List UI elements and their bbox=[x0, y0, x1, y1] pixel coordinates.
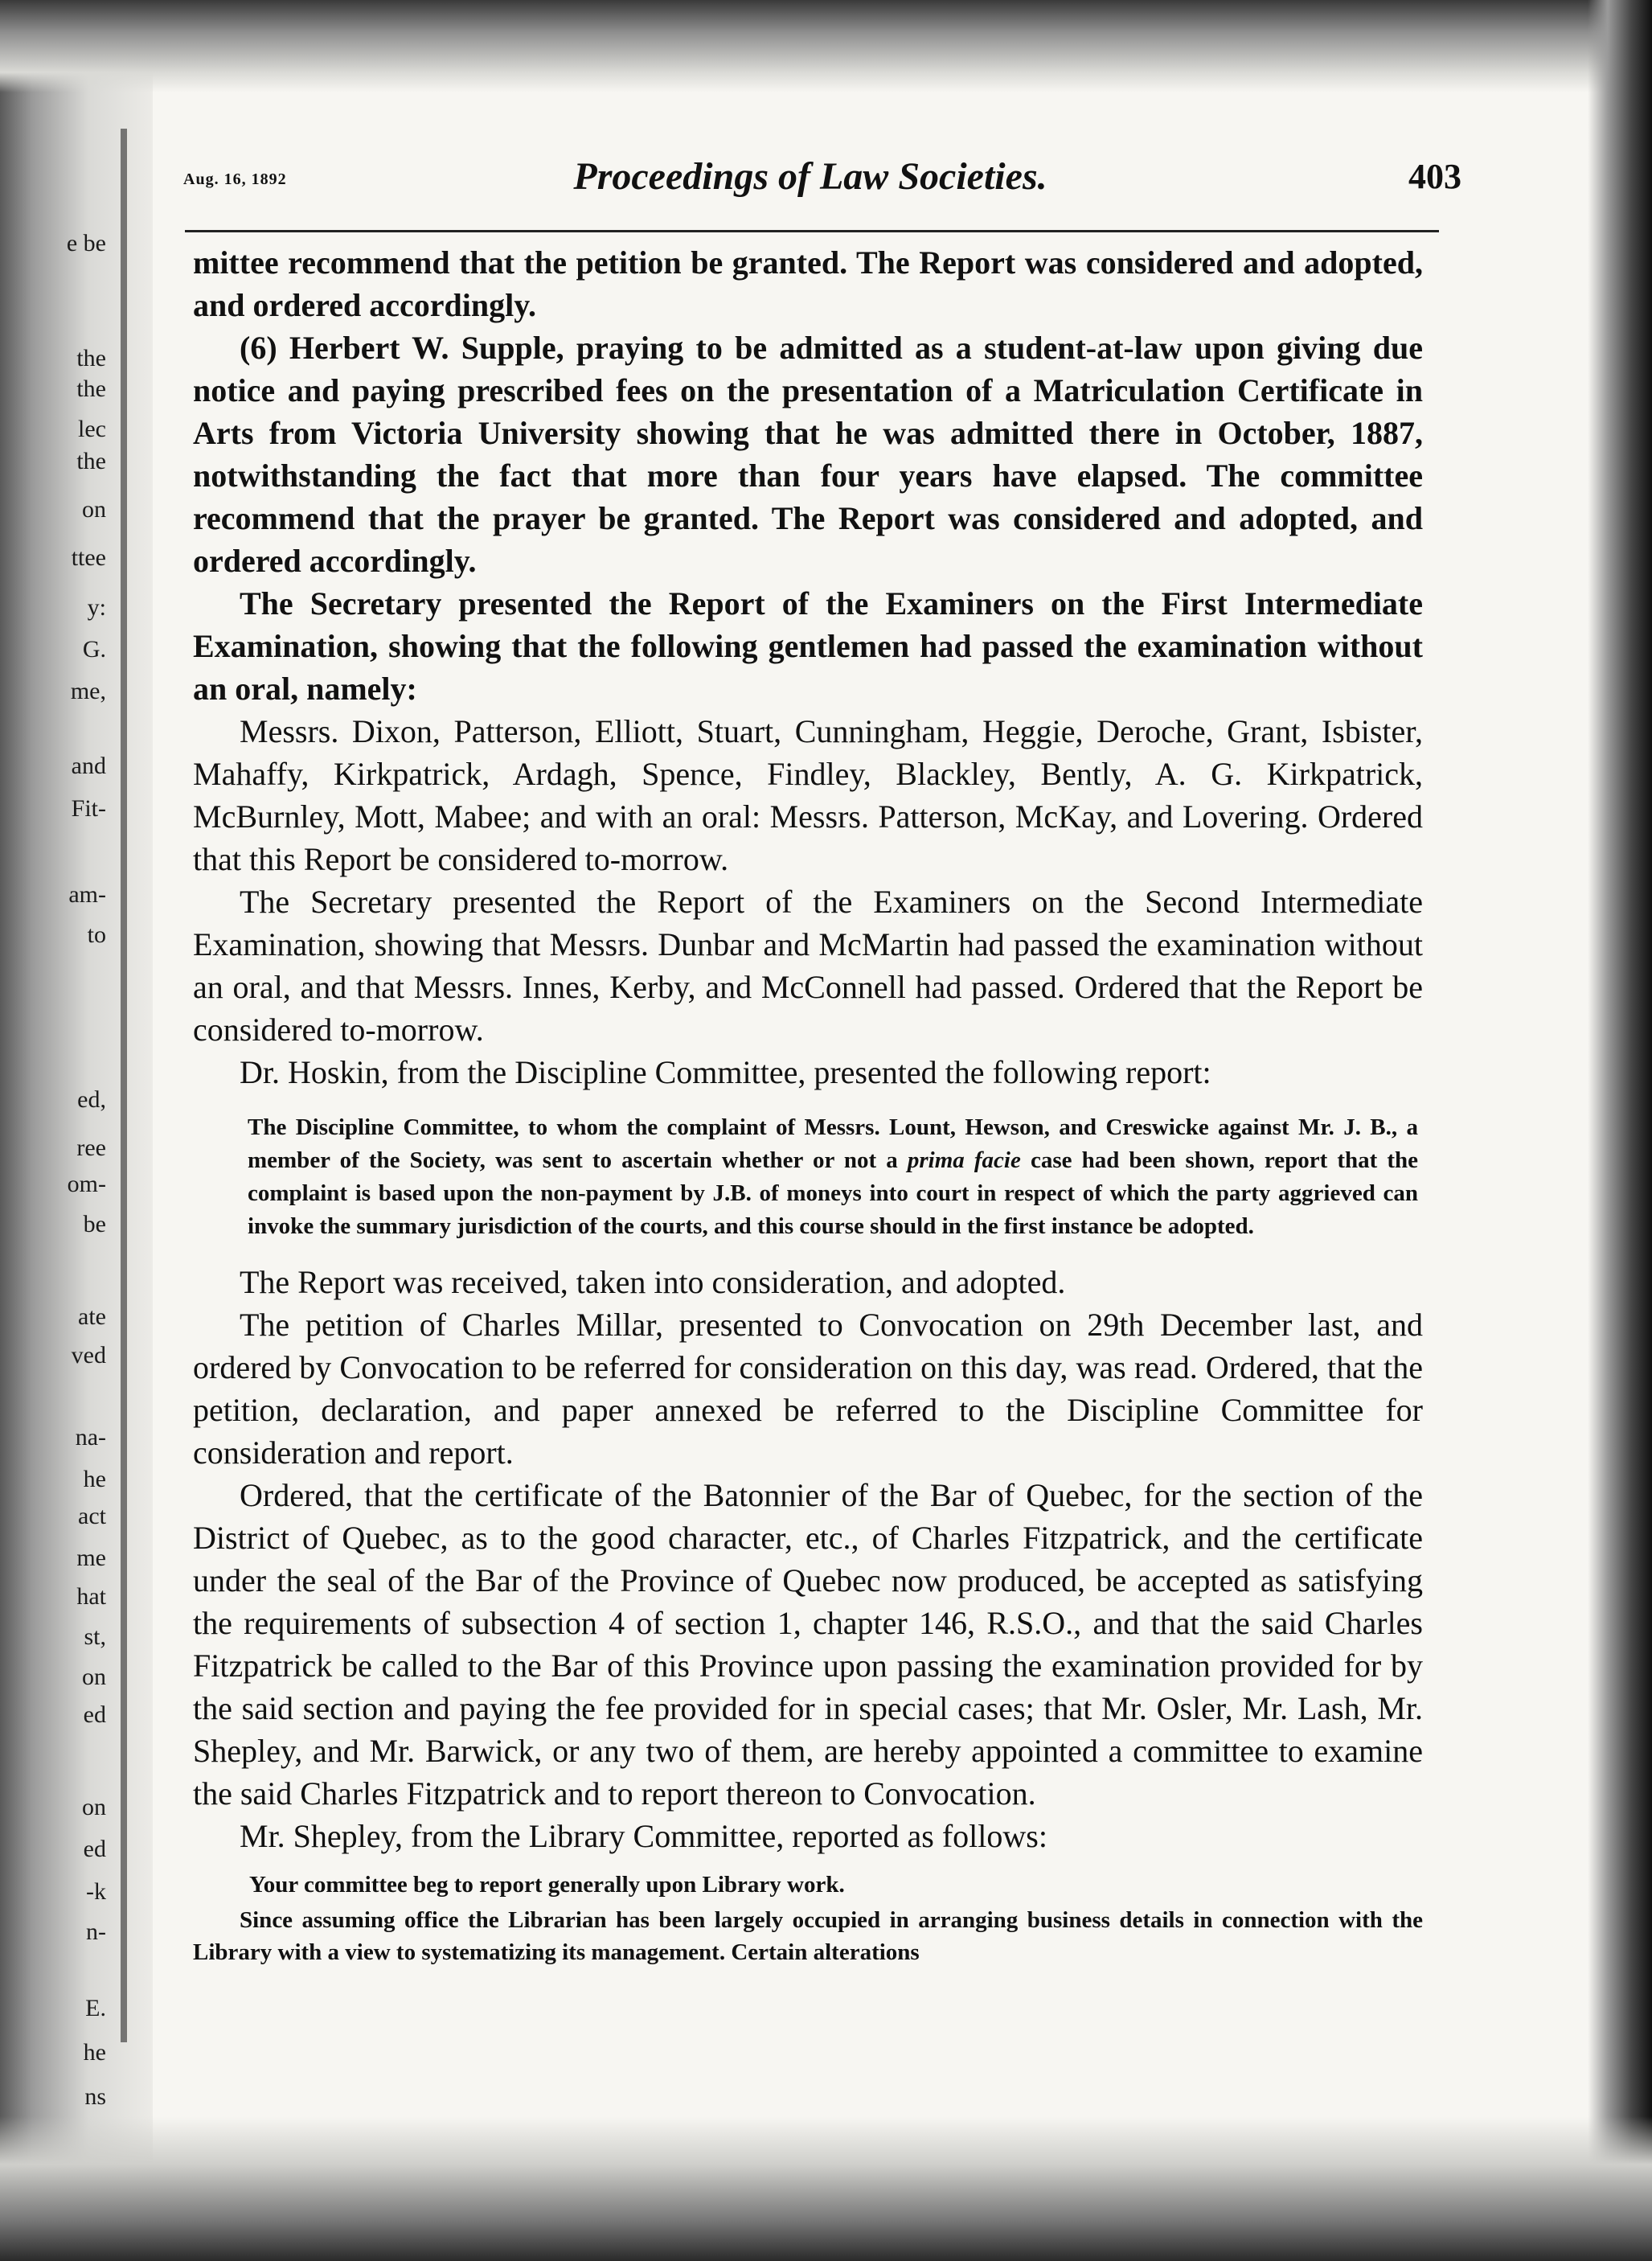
adjacent-page-fragment: ved bbox=[71, 1342, 106, 1368]
adjacent-page-fragment: st, bbox=[84, 1623, 106, 1650]
page-number: 403 bbox=[1408, 157, 1461, 196]
discipline-quote-part-b: case had been shown, report that the complaint is based upon the non-payment by J.B. of moneys into court in respect of which the party aggrieved can invoke the summary jurisdiction of the courts, and this course should in the first instance be adopted. bbox=[248, 1147, 1419, 1239]
adjacent-page-fragment: on bbox=[82, 1664, 106, 1690]
adjacent-page-fragment: ree bbox=[76, 1135, 106, 1161]
adjacent-page-fragment: on bbox=[82, 1794, 106, 1820]
library-report-line-2: Since assuming office the Librarian has been largely occupied in arranging business details in connection with the Library with a view to systematizing its management. Certain alterations bbox=[193, 1907, 1423, 1965]
adjacent-page-fragment: be bbox=[83, 1211, 106, 1237]
page-fold-edge bbox=[121, 129, 127, 2042]
adjacent-page-fragment: ns bbox=[84, 2083, 106, 2110]
adjacent-page-fragment: me, bbox=[70, 678, 106, 704]
adjacent-page-fragment: the bbox=[76, 345, 106, 371]
adjacent-page-fragment: om- bbox=[67, 1171, 106, 1197]
body-text bbox=[193, 241, 1423, 1968]
running-header bbox=[183, 153, 1461, 206]
adjacent-page-fragment: the bbox=[76, 375, 106, 402]
adjacent-page-fragment: e be bbox=[66, 230, 106, 256]
scan-bottom-shadow bbox=[0, 2116, 1652, 2261]
scan-right-shadow bbox=[1588, 0, 1652, 2261]
discipline-report-quote bbox=[248, 1111, 1418, 1243]
adjacent-page-fragments bbox=[0, 0, 113, 2261]
adjacent-page-fragment: lec bbox=[78, 416, 106, 442]
paragraph-second-intermediate: The Secretary presented the Report of the Examiners on the Second Intermediate Examination, showing that Messrs. Dunbar and McMartin had passed the examination without an oral, and that Messrs. Innes, Kerby, and McConnell had passed. Ordered that the Report be considered to-morrow. bbox=[193, 884, 1423, 1048]
paragraph-supple: (6) Herbert W. Supple, praying to be admitted as a student-at-law upon giving due notice and paying prescribed fees on the presentation of a Matriculation Certificate in Arts from Victoria University showing that he was admitted there in October, 1887, notwithstanding the fact that more than four years have elapsed. The committee recommend that the prayer be granted. The Report was considered and adopted, and ordered accordingly. bbox=[193, 330, 1423, 579]
adjacent-page-fragment: ttee bbox=[71, 544, 106, 571]
adjacent-page-fragment: y: bbox=[87, 594, 106, 621]
adjacent-page-fragment: Fit- bbox=[71, 795, 106, 822]
paragraph-shepley: Mr. Shepley, from the Library Committee, reported as follows: bbox=[240, 1818, 1047, 1854]
adjacent-page-fragment: he bbox=[83, 2039, 106, 2066]
discipline-quote-part-a: The Discipline Committee, to whom the complaint of Messrs. Lount, Hewson, and Creswicke against Mr. J. B., a member of the Society, was sent to ascertain whether or not a bbox=[248, 1114, 1418, 1173]
adjacent-page-fragment: ed bbox=[83, 1836, 106, 1862]
paragraph-continued: mittee recommend that the petition be granted. The Report was considered and adopted, and ordered accordingly. bbox=[193, 244, 1423, 323]
adjacent-page-fragment: ate bbox=[78, 1303, 106, 1330]
adjacent-page-fragment: and bbox=[71, 753, 106, 779]
paragraph-first-intermediate: The Secretary presented the Report of the Examiners on the First Intermediate Examination, showing that the following gentlemen had passed the examination without an oral, namely: bbox=[193, 585, 1423, 707]
adjacent-page-fragment: G. bbox=[82, 636, 106, 663]
adjacent-page-fragment: the bbox=[76, 448, 106, 474]
scan-top-shadow bbox=[0, 0, 1652, 92]
library-report-line-1: Your committee beg to report generally upon Library work. bbox=[249, 1872, 845, 1898]
adjacent-page-fragment: hat bbox=[76, 1583, 106, 1610]
adjacent-page-fragment: na- bbox=[75, 1424, 106, 1451]
paragraph-fitzpatrick: Ordered, that the certificate of the Batonnier of the Bar of Quebec, for the section of the District of Quebec, as to the good character, etc., of Charles Fitzpatrick, and the certificate under the seal of the Bar of the Province of Quebec now produced, be accepted as satisfying the requirements of subsection 4 of section 1, chapter 146, R.S.O., and that the said Charles Fitzpatrick be called to the Bar of this Province upon passing the examination provided for by the said section and paying the fee provided for in special cases; that Mr. Osler, Mr. Lash, Mr. Shepley, and Mr. Barwick, or any two of them, are hereby appointed a committee to examine the said Charles Fitzpatrick and to report thereon to Convocation. bbox=[193, 1477, 1423, 1812]
header-date: Aug. 16, 1892 bbox=[183, 170, 287, 188]
adjacent-page-fragment: am- bbox=[68, 881, 106, 908]
adjacent-page-fragment: to bbox=[87, 921, 106, 948]
adjacent-page-fragment: on bbox=[82, 496, 106, 523]
adjacent-page-fragment: ed bbox=[83, 1701, 106, 1728]
paragraph-millar: The petition of Charles Millar, presented to Convocation on 29th December last, and ordered by Convocation to be referred for consideration on this day, was read. Ordered, that the petition, declaration, and paper annexed be referred to the Discipline Committee for consideration and report. bbox=[193, 1307, 1423, 1471]
adjacent-page-fragment: he bbox=[83, 1466, 106, 1492]
adjacent-page-fragment: -k bbox=[86, 1878, 106, 1905]
header-rule bbox=[185, 230, 1439, 232]
paragraph-hoskin: Dr. Hoskin, from the Discipline Committee, presented the following report: bbox=[240, 1054, 1211, 1090]
discipline-quote-italic: prima facie bbox=[907, 1147, 1021, 1173]
adjacent-page-fragment: me bbox=[76, 1545, 106, 1571]
adjacent-page-fragment: n- bbox=[86, 1918, 106, 1945]
adjacent-page-fragment: act bbox=[78, 1503, 106, 1529]
paragraph-names: Messrs. Dixon, Patterson, Elliott, Stuart, Cunningham, Heggie, Deroche, Grant, Isbister, Mahaffy, Kirkpatrick, Ardagh, Spence, Findley, Blackley, Bently, A. G. Kirkpatrick, McBurnley, Mott, Mabee; and with an oral: Messrs. Patterson, McKay, and Lovering. Ordered that this Report be considered to-morrow. bbox=[193, 713, 1423, 877]
adjacent-page-fragment: ed, bbox=[77, 1086, 106, 1113]
header-title: Proceedings of Law Societies. bbox=[573, 155, 1047, 198]
adjacent-page-fragment: E. bbox=[85, 1995, 106, 2021]
paragraph-received: The Report was received, taken into consideration, and adopted. bbox=[240, 1264, 1066, 1300]
